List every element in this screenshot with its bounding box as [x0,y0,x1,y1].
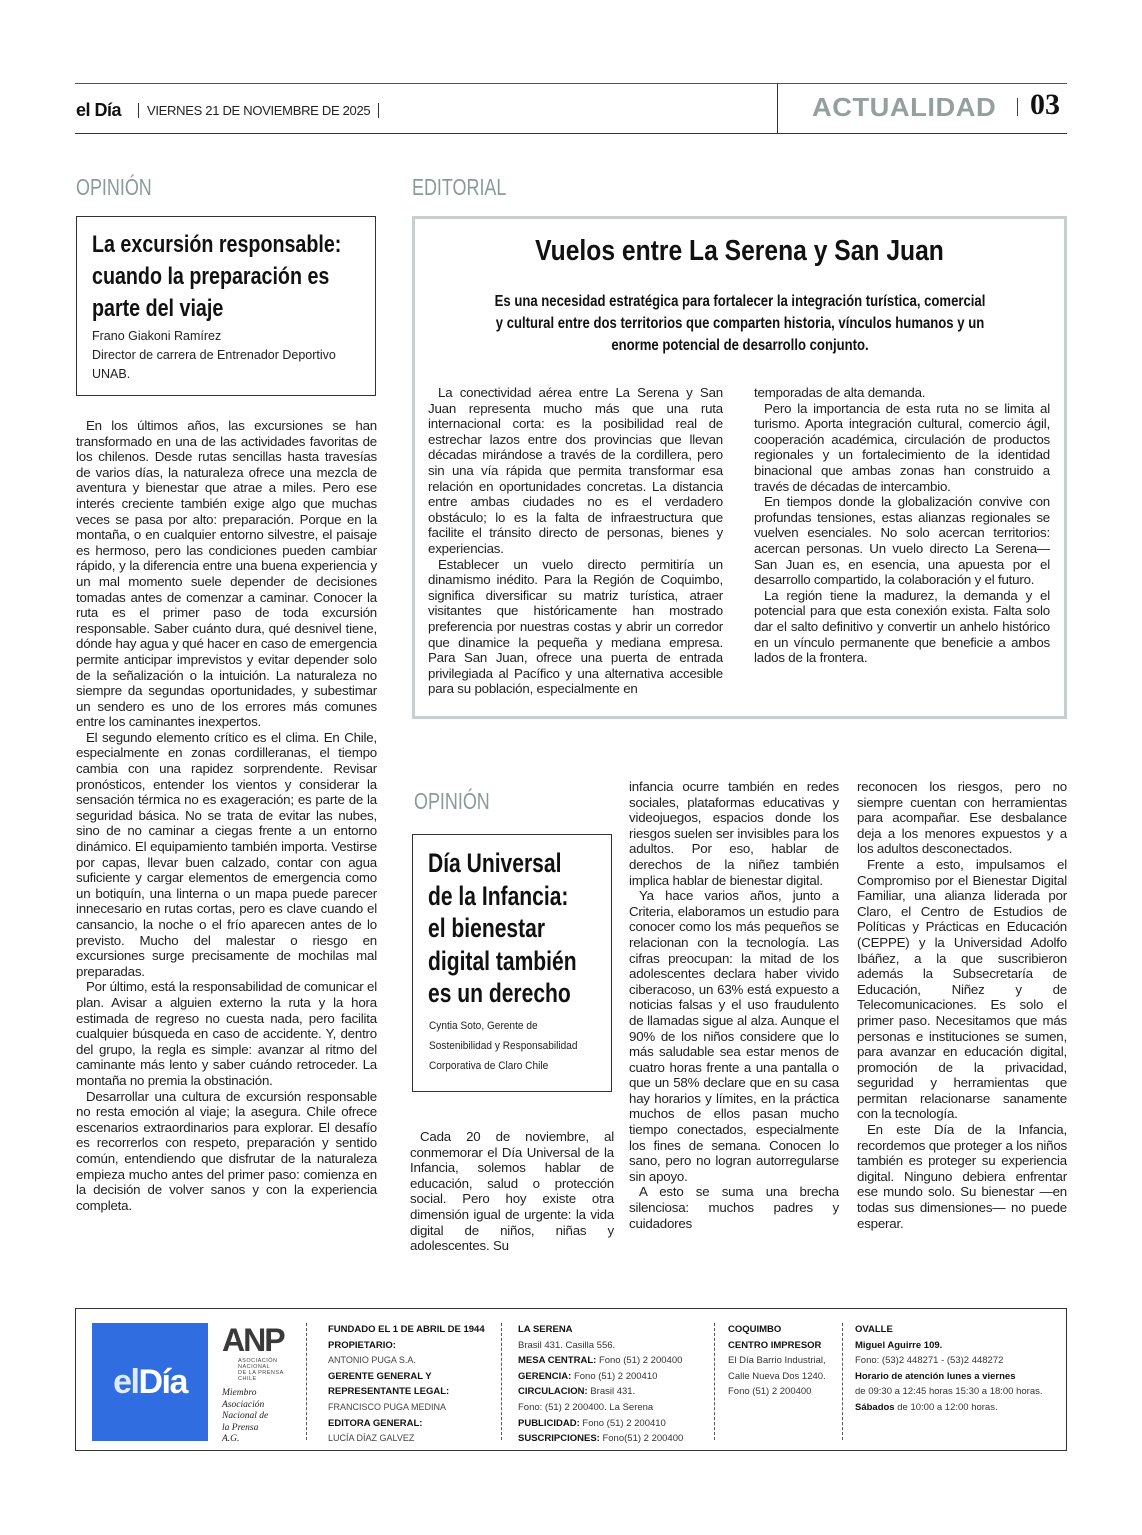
office-title: LA SERENA [518,1324,573,1335]
paragraph: infancia ocurre también en redes sociales, plataformas educativas y videojuegos, espacios donde los riesgos suelen ser invisibles para los adultos. Por eso, hablar de derechos de la niñez también implica hablar de bienestar digital. [629,779,839,888]
opinion2-column-1 [410,1129,614,1254]
logo-dia: Día [138,1362,187,1401]
member-line: la Prensa [222,1422,259,1433]
byline-line: Corporativa de Claro Chile [429,1060,549,1072]
headline-line: La excursión responsable: [92,231,342,258]
author-role: UNAB. [92,367,131,381]
page-number: 03 [1030,88,1060,121]
paragraph: Pero la importancia de esta ruta no se limita al turismo. Aporta integración cultural, comercio ágil, cooperación académica, circulación de productos regionales y un fortalecimiento de la identidad binacional que ambas zonas han construido a través de décadas de intercambio. [754,400,1050,494]
paragraph: Desarrollar una cultura de excursión responsable no resta emoción al viaje; la asegura. Chile ofrece escenarios extraordinarios para explorar. El desafío es recorrerlos con respeto, preparación y sentido común, entendiendo que disfrutar de la naturaleza empieza mucho antes del primer paso: comienza en la decisión de volver sanos y con la experiencia completa. [76,1088,377,1213]
office-address: Calle Nueva Dos 1240. [728,1370,826,1382]
article-body-opinion1 [76,418,377,1213]
contact-value: Brasil 431. [590,1386,636,1398]
section-label-opinion: OPINIÓN [76,174,152,200]
paragraph: Por último, está la responsabilidad de comunicar el plan. Avisar a alguien externo la ruta y la hora estimada de regreso no cuesta nada, pero facilita cualquier búsqueda en caso de accidente. Y, dentro del grupo, la regla es simple: avanzar al ritmo del caminante más lento y saber cuándo retroceder. La montaña no premia la obstinación. [76,979,377,1088]
headline-line: cuando la preparación es [92,263,330,290]
masthead-staff [328,1322,485,1447]
paragraph: temporadas de alta demanda. [754,385,926,400]
editorial-subtitle [457,291,1023,357]
article-headline [92,229,341,325]
section-header: ACTUALIDAD [812,92,997,122]
section-label-editorial: EDITORIAL [412,174,507,200]
headline-line: parte del viaje [92,295,224,322]
author-name: Frano Giakoni Ramírez [92,329,222,343]
logo-el: el [113,1362,139,1401]
office-address: Brasil 431. Casilla 556. [518,1339,616,1351]
editorial-column-1 [428,385,723,697]
editor-label: EDITORA GENERAL: [328,1417,423,1429]
contact-label: PUBLICIDAD: [518,1417,580,1429]
founded-text: FUNDADO EL 1 DE ABRIL DE 1944 [328,1324,485,1335]
issue-date [130,103,387,118]
paragraph: reconocen los riesgos, pero no siempre cuentan con herramientas para acompañar. Ese desbalance deja a los menores expuestos y a los adultos desconectados. [857,779,1067,857]
office-subtitle: CENTRO IMPRESOR [728,1339,822,1351]
editorial-title: Vuelos entre La Serena y San Juan [535,235,944,267]
gm-label: REPRESENTANTE LEGAL: [328,1386,450,1398]
opinion-headline-box [76,216,376,396]
office-address: El Día Barrio Industrial, [728,1355,826,1367]
header-top-rule [75,83,1067,84]
header-bottom-rule [75,133,1067,134]
office-phone: Fono: (53)2 448271 - (53)2 448272 [855,1355,1004,1367]
contact-value: Fono: (51) 2 200400. La Serena [518,1401,654,1413]
paragraph: En tiempos donde la globalización convive con profundas tensiones, estas alianzas regionales se vuelven esenciales. No solo acercan territorios: acercan personas. Un vuelo directo La Serena—San Juan es, en esencia, una apuesta por el desarrollo compartido, la colaboración y el futuro. [754,494,1050,588]
anp-logo-icon: ANP [222,1322,284,1358]
separator [1017,98,1018,116]
byline-line: Sostenibilidad y Responsabilidad [429,1040,578,1052]
hours-label: Horario de atención lunes a viernes [855,1370,1016,1382]
opinion-headline-box [412,834,612,1092]
opinion2-column-2 [629,779,839,1231]
anp-subtitle [238,1358,284,1382]
footer-divider [306,1323,307,1440]
article-headline [428,847,577,1010]
office-title: OVALLE [855,1324,893,1335]
paragraph: En los últimos años, las excursiones se han transformado en una de las actividades favoritas de los chilenos. Desde rutas sencillas hasta travesías de varios días, la naturaleza ofrece una mezcla de aventura y bienestar que atrae a miles. Pero ese interés creciente también exige algo que muchas veces se pasa por alto: preparación. Porque en la montaña, o en cualquier entorno silvestre, el paisaje es hermoso, pero las condiciones pueden cambiar rápido, y la diferencia entre una buena experiencia y un mal momento suele depender de decisiones tomadas antes de comenzar a caminar. Conocer la ruta es el primer paso de toda excursión responsable. Saber cuánto dura, qué desnivel tiene, dónde hay agua y qué hacer en caso de emergencia permite anticipar imprevistos y evitar depender solo de la señalización o la intuición. La naturaleza no siempre da segundas oportunidades, y subestimar un sendero es uno de los errores más comunes entre los caminantes inexpertos. [76,418,377,730]
paragraph: Ya hace varios años, junto a Criteria, elaboramos un estudio para conocer como los más pequeños se relacionan con la tecnología. Las cifras preocupan: la mitad de los adolescentes declara haber vivido ciberacoso, un 63% está expuesto a noticias falsas y el uso fraudulento de llamadas sigue al alza. Aunque el 90% de los niños considere que lo más saludable sea estar menos de cuatro horas frente a una pantalla o que un 58% declare que en su casa hay horarios y límites, en la práctica muchos de ellos pasan mucho tiempo conectados, especialmente los fines de semana. Conocen lo sano, pero no logran autorregularse sin apoyo. [629,888,839,1184]
author-byline [92,327,336,384]
paragraph: Cada 20 de noviembre, al conmemorar el Día Universal de la Infancia, solemos hablar de educación, salud o protección social. Pero hoy existe otra dimensión igual de urgente: la vida digital de niños, niñas y adolescentes. Su [410,1129,614,1254]
saturday-hours: de 10:00 a 12:00 horas. [897,1401,998,1413]
office-address: Miguel Aguirre 109. [855,1339,943,1351]
la-serena-office [518,1322,683,1447]
el-dia-logo [92,1323,208,1441]
paragraph: En este Día de la Infancia, recordemos que proteger a los niños también es proteger su experiencia digital. Ninguno debiera enfrentar ese mundo solo. Su bienestar —en todas sus dimensiones— no puede esperar. [857,1122,1067,1231]
author-role: Director de carrera de Entrenador Deportivo [92,348,336,362]
contact-label: SUSCRIPCIONES: [518,1433,600,1445]
contact-value: Fono(51) 2 200400 [602,1433,684,1445]
headline-line: el bienestar [428,913,546,943]
contact-label: CIRCULACION: [518,1386,588,1398]
editorial-column-2 [754,385,1050,666]
opinion2-column-3 [857,779,1067,1231]
paragraph: Frente a esto, impulsamos el Compromiso por el Bienestar Digital Familiar, una alianza liderada por Claro, el Centro de Estudios de Políticas y Prácticas en Educación (CEPPE) y la Universidad Adolfo Ibáñez, a la que suscribieron además la Subsecretaría de Educación, Niñez y de Telecomunicaciones. Es solo el primer paso. Necesitamos que más personas e instituciones se sumen, para avanzar en educación digital, promoción de la privacidad, seguridad y herramientas que permitan relacionarse sanamente con la tecnología. [857,856,1067,1122]
contact-label: MESA CENTRAL: [518,1355,597,1367]
member-line: A.G. [222,1434,240,1444]
ovalle-office [855,1322,1043,1416]
contact-value: Fono (51) 2 200400 [598,1355,683,1367]
byline-line: Cyntia Soto, Gerente de [429,1020,538,1032]
anp-line: NACIONAL [238,1364,271,1370]
gm-value: FRANCISCO PUGA MEDINA [328,1401,447,1412]
subtitle-line: y cultural entre dos territorios que comparten historia, vínculos humanos y un [495,315,985,332]
anp-line: ASOCIACIÓN [238,1358,278,1364]
anp-line: CHILE [238,1376,257,1382]
footer-divider [501,1323,502,1440]
paragraph: La región tiene la madurez, la demanda y el potencial para que esta conexión exista. Falta solo dar el salto definitivo y convertir un anhelo histórico en un vínculo permanente que beneficie a ambos lados de la frontera. [754,587,1050,666]
headline-line: de la Infancia: [428,880,569,911]
paragraph: El segundo elemento crítico es el clima. En Chile, especialmente en zonas cordilleranas, el tiempo cambia con una rapidez sorprendente. Revisar pronósticos, entender los vientos y considerar la sensación térmica no es exageración; es parte de la seguridad básica. No se trata de evitar las nubes, sino de no caminar a ciegas frente a un entorno dinámico. El equipamiento también importa. Vestirse por capas, llevar buen calzado, contar con agua suficiente y cargar elementos de emergencia como un botiquín, una linterna o un mapa puede parecer innecesario en rutas cortas, pero es clave cuando el cansancio, la noche o el frío aparecen antes de lo previsto. Mucho del malestar o riesgo en excursiones surge precisamente de mochilas mal preparadas. [76,729,377,979]
headline-line: digital también [428,945,577,976]
separator [138,103,139,118]
anp-line: DE LA PRENSA [238,1370,284,1376]
section-label-opinion: OPINIÓN [414,788,490,814]
separator [378,103,379,118]
gm-label: GERENTE GENERAL Y [328,1370,432,1382]
contact-value: Fono (51) 2 200410 [573,1370,658,1382]
office-phone: Fono (51) 2 200400 [728,1386,812,1398]
subtitle-line: Es una necesidad estratégica para fortalecer la integración turística, comercial [494,293,986,310]
office-title: COQUIMBO [728,1324,782,1335]
owner-label: PROPIETARIO: [328,1339,396,1351]
contact-label: GERENCIA: [518,1370,572,1382]
paragraph: A esto se suma una brecha silenciosa: muchos padres y cuidadores [629,1184,839,1231]
anp-member-note [222,1388,268,1446]
author-byline [429,1016,578,1076]
coquimbo-office [728,1322,826,1400]
brand-name: el Día [76,100,122,120]
member-line: Nacional de [222,1411,269,1421]
saturday-label: Sábados [855,1401,895,1413]
headline-line: Día Universal [428,848,562,878]
header-divider [777,83,778,134]
footer-divider [842,1323,843,1440]
member-line: Asociación [222,1399,265,1410]
paragraph: Establecer un vuelo directo permitiría un dinamismo inédito. Para la Región de Coquimbo, significa diversificar su matriz turística, atraer visitantes que históricamente han mostrado preferencia por nuestras costas y abrir un corredor que dinamice la pequeña y mediana empresa. Para San Juan, ofrece una puerta de entrada privilegiada al Pacífico y una alternativa accesible para su población, especialmente en [428,556,723,697]
contact-value: Fono (51) 2 200410 [582,1417,666,1429]
footer-divider [714,1323,715,1440]
date-text: VIERNES 21 DE NOVIEMBRE DE 2025 [147,103,371,118]
headline-line: es un derecho [428,978,571,1008]
editor-value: LUCÍA DÍAZ GALVEZ [328,1433,415,1444]
owner-value: ANTONIO PUGA S.A. [328,1355,416,1366]
hours-value: de 09:30 a 12:45 horas 15:30 a 18:00 horas. [855,1386,1043,1398]
member-line: Miembro [222,1388,257,1398]
paragraph: La conectividad aérea entre La Serena y San Juan representa mucho más que una ruta internacional corta: es la posibilidad real de estrechar lazos entre dos provincias que llevan décadas mirándose a través de la cordillera, pero sin una vía rápida que permita transformar esa relación en oportunidades concretas. La distancia entre ambas ciudades no es el verdadero obstáculo; lo es la falta de infraestructura que facilite el tránsito directo de personas, bienes y experiencias. [428,385,723,556]
subtitle-line: enorme potencial de desarrollo conjunto. [611,337,869,354]
